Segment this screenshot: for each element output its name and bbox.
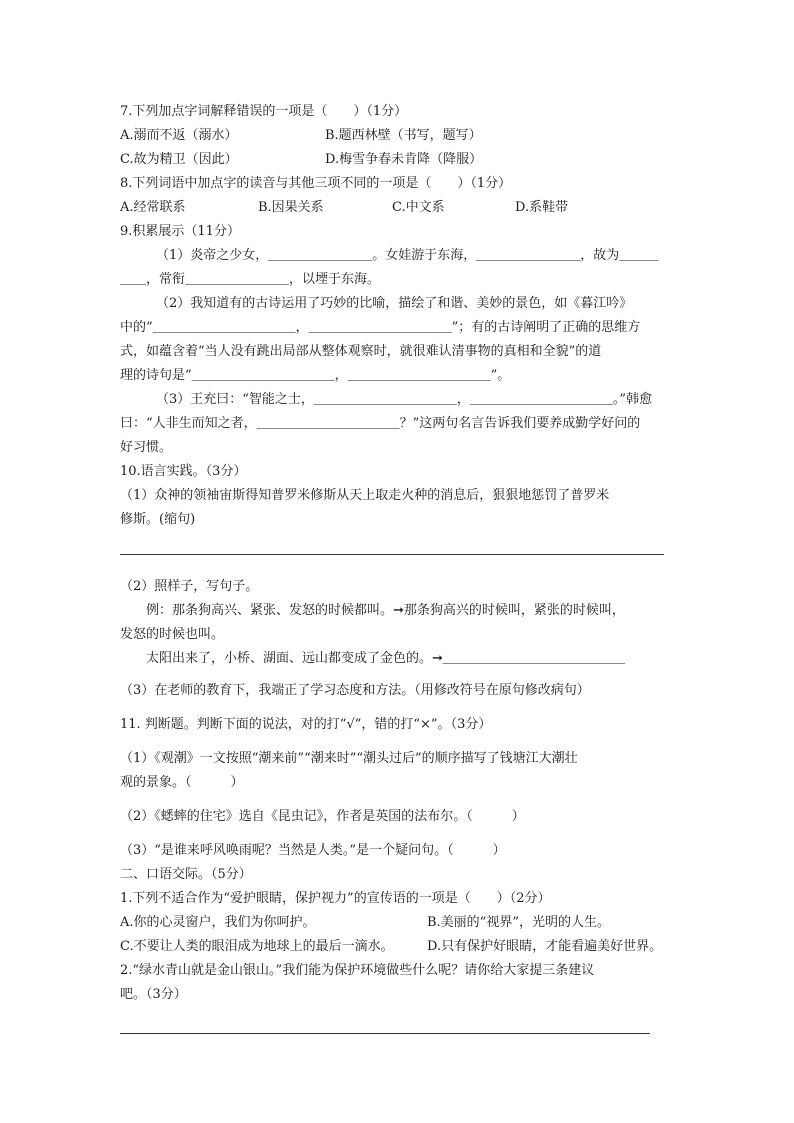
q9-part2-line3: 式，如蕴含着“当人没有跳出局部从整体观察时，就很难认清事物的真相和全貌”的道 — [120, 344, 602, 359]
q7-options-row2 — [120, 148, 690, 172]
section2-q1-option-c: C.不要让人类的眼泪成为地球上的最后一滴水。 — [120, 939, 394, 954]
section2-q2-line2: 吧。（3分） — [120, 987, 187, 1002]
section2-q2-line1: 2.“绿水青山就是金山银山。”我们能为保护环境做些什么呢？请你给大家提三条建议 — [120, 963, 595, 978]
q8-option-b: B.因果关系 — [258, 200, 324, 215]
q8-option-a: A.经常联系 — [120, 200, 186, 215]
q9-part2-line1: （2）我知道有的古诗运用了巧妙的比喻，描绘了和谐、美妙的景色，如《暮江吟》 — [156, 296, 633, 311]
q8-stem: 8.下列词语中加点字的读音与其他三项不同的一项是（ ）（1分） — [120, 176, 512, 191]
q7-option-d: D.梅雪争春未肯降（降服） — [325, 152, 483, 167]
section2-q2-answer-line[interactable] — [120, 1033, 650, 1034]
q7-option-b: B.题西林壁（书写，题写） — [325, 128, 482, 143]
q8-option-c: C.中文系 — [392, 200, 445, 215]
q9-part1-line2: ＿＿，常衔＿＿＿＿＿＿＿＿，以堙于东海。 — [120, 272, 381, 287]
q10-example-line1: 例：那条狗高兴、紧张、发怒的时候都叫。➞那条狗高兴的时候叫，紧张的时候叫， — [146, 603, 625, 618]
q9-part3-line2: 曰：“人非生而知之者，＿＿＿＿＿＿＿＿＿＿＿？”这两句名言告诉我们要养成勤学好问的 — [120, 416, 641, 431]
q7-option-a: A.溺而不返（溺水） — [120, 128, 238, 143]
q10-part2-title: （2）照样子，写句子。 — [120, 579, 259, 594]
q9-part1-line1: （1）炎帝之少女，＿＿＿＿＿＿＿＿。女娃游于东海，＿＿＿＿＿＿＿＿，故为＿＿＿ — [156, 248, 659, 263]
section2-q1-row2 — [120, 935, 690, 959]
exam-page — [120, 100, 690, 1034]
q9-part2-line4: 理的诗句是“＿＿＿＿＿＿＿＿＿＿＿，＿＿＿＿＿＿＿＿＿＿＿”。 — [120, 368, 511, 383]
q11-part1-line1: （1）《观潮》一文按照“潮来前”“潮来时”“潮头过后”的顺序描写了钱塘江大潮壮 — [120, 751, 578, 766]
q9-part3-line3: 好习惯。 — [120, 440, 173, 455]
q9-title: 9.积累展示（11分） — [120, 224, 240, 239]
q10-title: 10.语言实践。（3分） — [120, 464, 247, 479]
q11-part3: （3）“是谁来呼风唤雨呢？当然是人类。”是一个疑问句。（ ） — [120, 843, 506, 858]
q10-part1-line2: 修斯。(缩句) — [120, 512, 196, 527]
q10-part2-task: 太阳出来了，小桥、湖面、远山都变成了金色的。➞＿＿＿＿＿＿＿＿＿＿＿＿＿＿ — [146, 651, 625, 666]
section2-q1-option-b: B.美丽的“视界”，光明的人生。 — [427, 915, 610, 930]
q7-stem: 7.下列加点字词解释错误的一项是（ ）（1分） — [120, 104, 408, 119]
q11-title: 11. 判断题。判断下面的说法，对的打“√”，错的打“×”。（3分） — [120, 717, 492, 732]
q8-options-row — [120, 196, 690, 220]
q10-part1-line1: （1）众神的领袖宙斯得知普罗米修斯从天上取走火种的消息后，狠狠地惩罚了普罗米 — [120, 488, 610, 503]
section2-q1-row1 — [120, 911, 690, 935]
section2-title: 二、口语交际。（5分） — [120, 867, 252, 882]
q10-part3: （3）在老师的教育下，我端正了学习态度和方法。（用修改符号在原句修改病句） — [120, 683, 590, 698]
q10-example-line2: 发怒的时候也叫。 — [120, 627, 225, 642]
q7-options-row1 — [120, 124, 690, 148]
q11-part1-line2: 观的景象。（ ） — [120, 775, 244, 790]
q9-part3-line1: （3）王充曰：“智能之士，＿＿＿＿＿＿＿＿＿＿＿，＿＿＿＿＿＿＿＿＿＿＿。”韩愈 — [156, 392, 653, 407]
q9-part2-line2: 中的“＿＿＿＿＿＿＿＿＿＿＿，＿＿＿＿＿＿＿＿＿＿＿”；有的古诗阐明了正确的思维方 — [120, 320, 641, 335]
q8-option-d: D.系鞋带 — [515, 200, 569, 215]
q7-option-c: C.故为精卫（因此） — [120, 152, 238, 167]
q11-part2: （2）《蟋蟀的住宅》选自《昆虫记》，作者是英国的法布尔。（ ） — [120, 809, 525, 824]
section2-q1-stem: 1.下列不适合作为“爱护眼睛，保护视力”的宣传语的一项是（ ）（2分） — [120, 891, 551, 906]
section2-q1-option-a: A.你的心灵窗户，我们为你呵护。 — [120, 915, 316, 930]
section2-q1-option-d: D.只有保护好眼睛，才能看遍美好世界。 — [427, 939, 663, 954]
